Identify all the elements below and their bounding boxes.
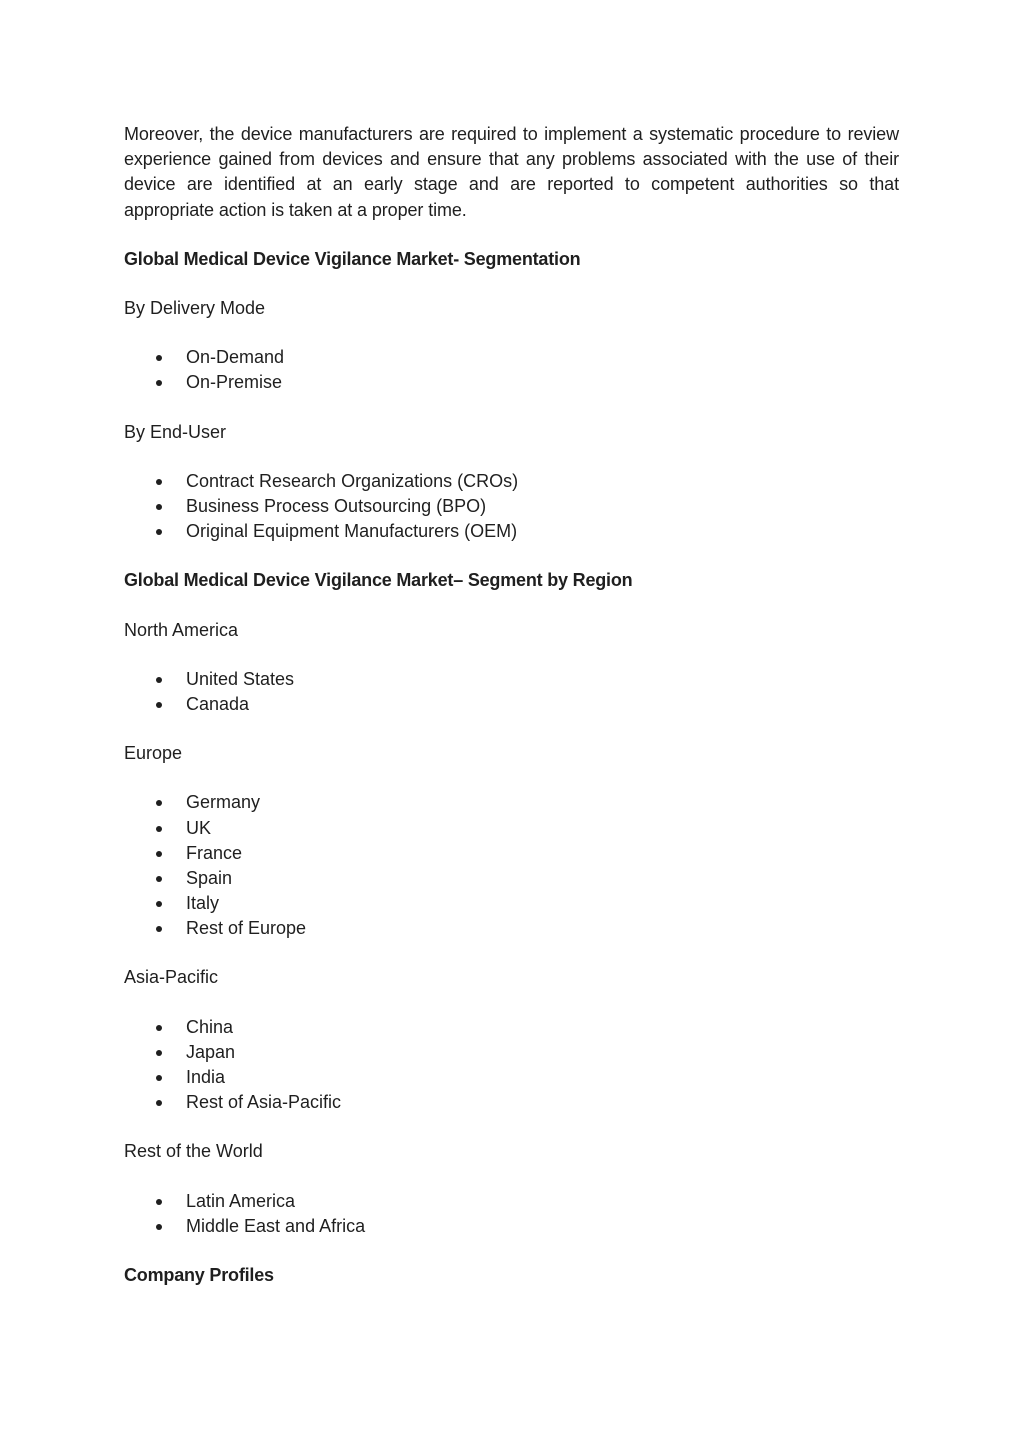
bullet-icon: [156, 800, 162, 806]
bullet-icon: [156, 901, 162, 907]
list-item: United States: [124, 667, 899, 692]
list-item: Canada: [124, 692, 899, 717]
list-item: Japan: [124, 1040, 899, 1065]
list-item: France: [124, 841, 899, 866]
list-item: India: [124, 1065, 899, 1090]
company-profiles-heading: Company Profiles: [124, 1265, 274, 1285]
north-america-list: [124, 667, 899, 717]
bullet-icon: [156, 355, 162, 361]
list-item: China: [124, 1015, 899, 1040]
delivery-mode-label: By Delivery Mode: [124, 298, 266, 319]
list-item: Middle East and Africa: [124, 1214, 899, 1239]
end-user-list: [124, 469, 899, 545]
bullet-icon: [156, 479, 162, 485]
list-item: Rest of Asia-Pacific: [124, 1090, 899, 1115]
bullet-icon: [156, 876, 162, 882]
europe-list: [124, 790, 899, 941]
bullet-icon: [156, 677, 162, 683]
bullet-icon: [156, 504, 162, 510]
bullet-icon: [156, 702, 162, 708]
intro-paragraph: Moreover, the device manufacturers are required to implement a systematic procedure to review experience gained from devices and ensure that any problems associated with the use of their device are identified at an early stage and are reported to competent authorities so that appropriate action is taken at a proper time.: [124, 124, 899, 220]
region-heading: Global Medical Device Vigilance Market– Segment by Region: [124, 570, 633, 591]
list-item: UK: [124, 816, 899, 841]
end-user-label: By End-User: [124, 421, 227, 442]
asia-pacific-list: [124, 1015, 899, 1116]
europe-label: Europe: [124, 743, 183, 764]
rest-of-world-list: [124, 1189, 899, 1239]
list-item: Rest of Europe: [124, 916, 899, 941]
list-item: On-Demand: [124, 345, 899, 370]
rest-of-world-label: Rest of the World: [124, 1141, 263, 1162]
bullet-icon: [156, 1050, 162, 1056]
bullet-icon: [156, 1100, 162, 1106]
list-item: Original Equipment Manufacturers (OEM): [124, 519, 899, 544]
bullet-icon: [156, 1075, 162, 1081]
delivery-mode-list: [124, 345, 899, 395]
list-item: Business Process Outsourcing (BPO): [124, 494, 899, 519]
bullet-icon: [156, 1025, 162, 1031]
bullet-icon: [156, 1199, 162, 1205]
list-item: Spain: [124, 866, 899, 891]
list-item: On-Premise: [124, 370, 899, 395]
asia-pacific-label: Asia-Pacific: [124, 967, 219, 988]
segmentation-heading: Global Medical Device Vigilance Market- Segmentation: [124, 248, 581, 269]
bullet-icon: [156, 1224, 162, 1230]
bullet-icon: [156, 851, 162, 857]
list-item: Italy: [124, 891, 899, 916]
document-page: [124, 122, 899, 1288]
list-item: Contract Research Organizations (CROs): [124, 469, 899, 494]
bullet-icon: [156, 926, 162, 932]
bullet-icon: [156, 826, 162, 832]
north-america-label: North America: [124, 619, 239, 640]
list-item: Germany: [124, 790, 899, 815]
bullet-icon: [156, 380, 162, 386]
bullet-icon: [156, 529, 162, 535]
list-item: Latin America: [124, 1189, 899, 1214]
